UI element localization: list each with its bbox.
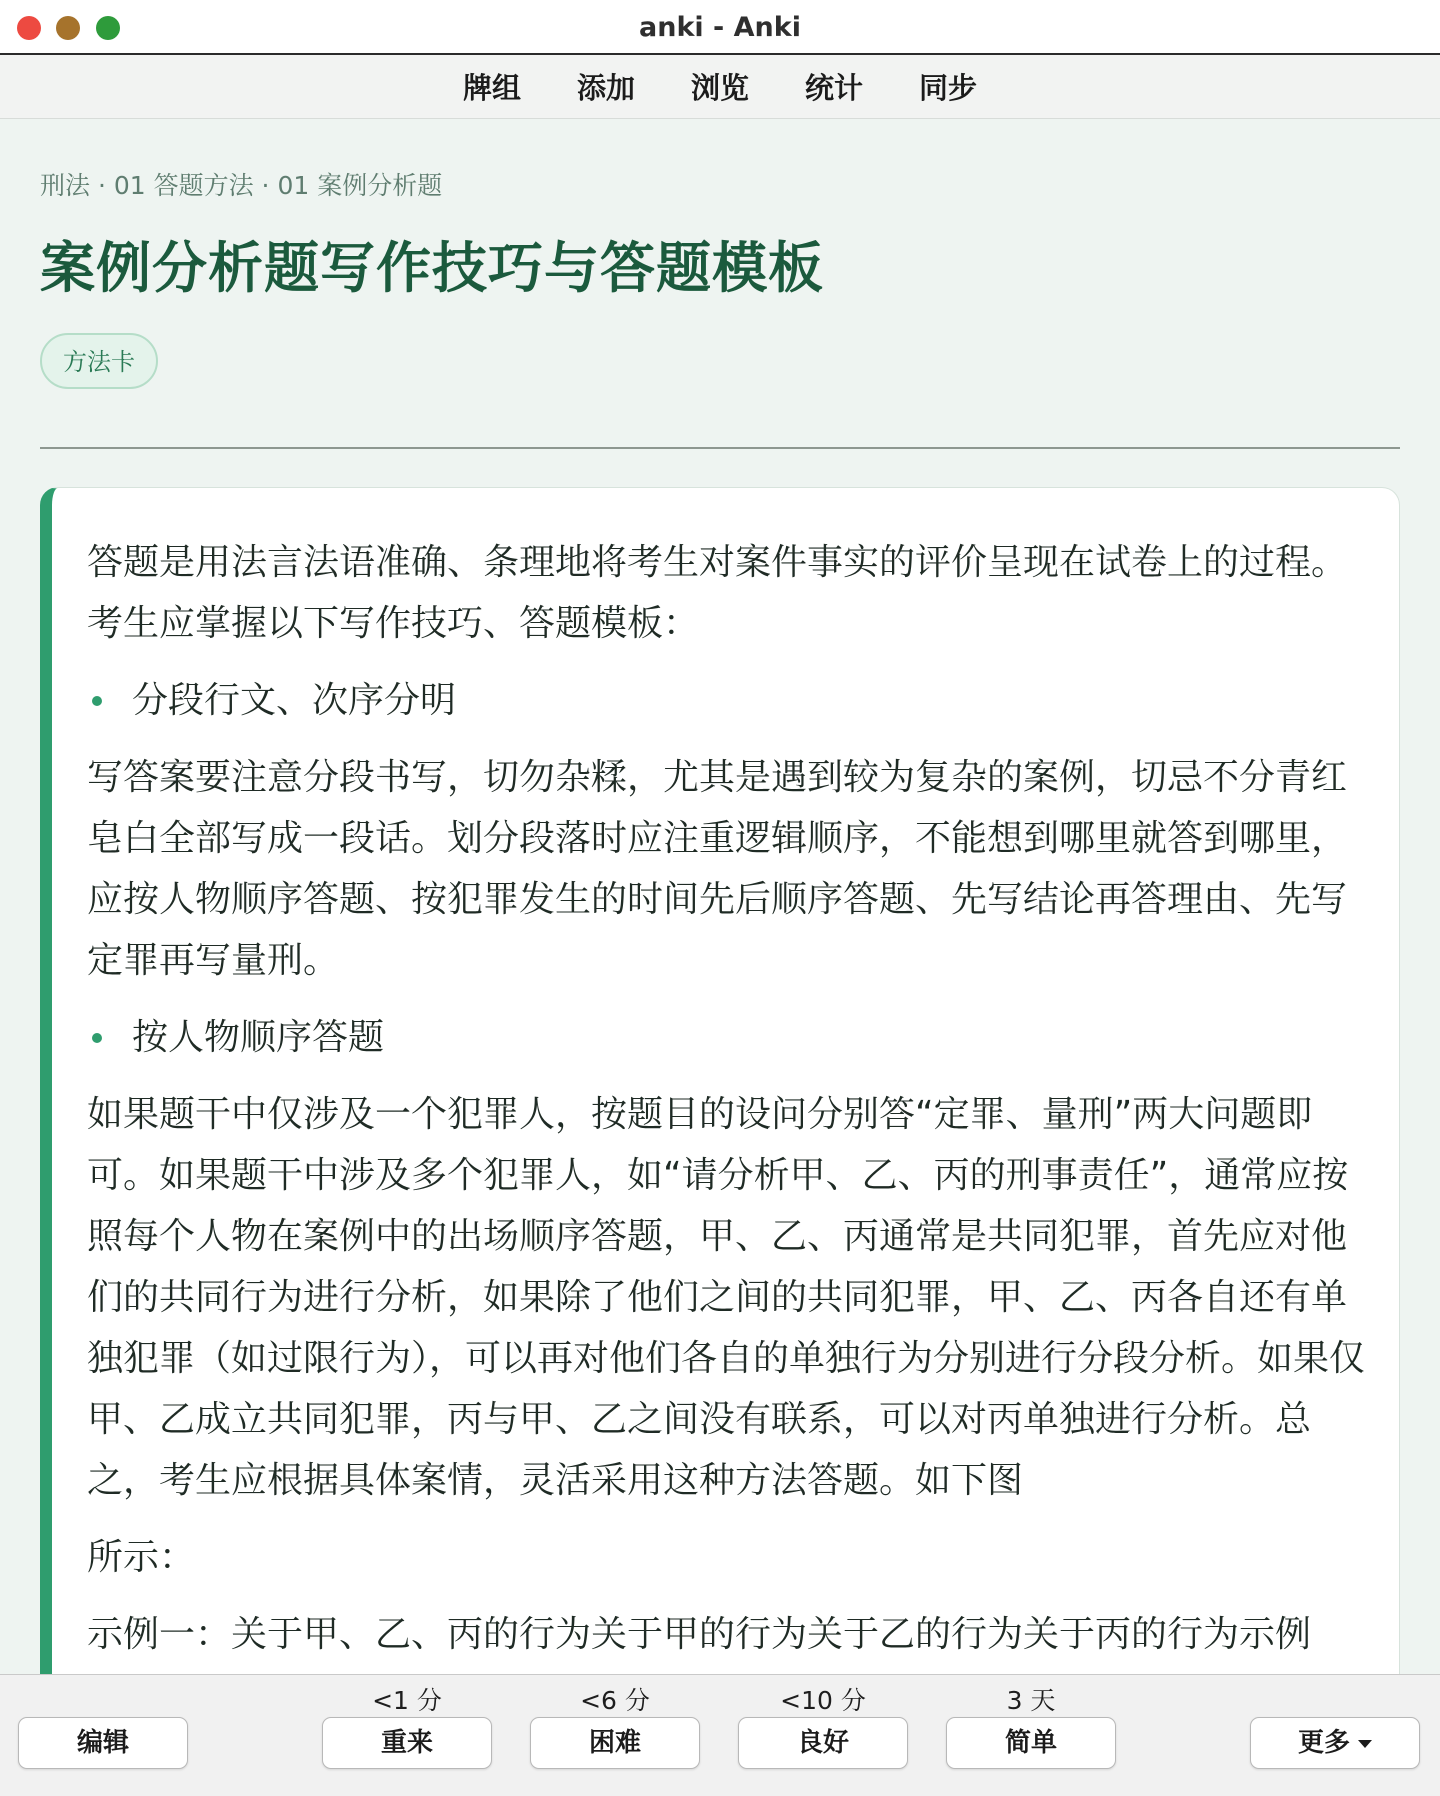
bullet-item <box>87 1007 1367 1068</box>
body-paragraph: 如果题干中仅涉及一个犯罪人，按题目的设问分别答“定罪、量刑”两大问题即可。如果题干中涉及多个犯罪人，如“请分析甲、乙、丙的刑事责任”，通常应按照每个人物在案例中的出场顺序答题，甲、乙、丙通常是共同犯罪，首先应对他们的共同行为进行分析，如果除了他们之间的共同犯罪，甲、乙、丙各自还有单独犯罪（如过限行为），可以再对他们各自的单独行为分别进行分段分析。如果仅甲、乙成立共同犯罪，丙与甲、乙之间没有联系，可以对丙单独进行分析。总之，考生应根据具体案情，灵活采用这种方法答题。如下图 <box>87 1094 1366 1501</box>
more-button[interactable] <box>1250 1717 1420 1769</box>
card-body <box>87 532 1367 1674</box>
window-titlebar <box>0 0 1440 55</box>
easy-interval: 3 天 <box>1006 1686 1056 1715</box>
top-toolbar <box>0 55 1440 119</box>
bullet-item <box>87 670 1367 731</box>
card-title: 案例分析题写作技巧与答题模板 <box>40 236 825 300</box>
easy-button[interactable]: 简单 <box>946 1717 1116 1769</box>
bullet-text: 按人物顺序答题 <box>132 1017 385 1058</box>
intro-paragraph: 答题是用法言法语准确、条理地将考生对案件事实的评价呈现在试卷上的过程。考生应掌握以下写作技巧、答题模板： <box>87 542 1348 644</box>
good-button[interactable]: 良好 <box>738 1717 908 1769</box>
edit-button[interactable]: 编辑 <box>18 1717 188 1769</box>
tab-browse[interactable]: 浏览 <box>690 71 749 105</box>
body-paragraph: 示例一：关于甲、乙、丙的行为关于甲的行为关于乙的行为关于丙的行为示例 <box>87 1614 1312 1655</box>
bullet-text: 分段行文、次序分明 <box>132 680 457 721</box>
again-button[interactable]: 重来 <box>322 1717 492 1769</box>
hard-interval: <6 分 <box>580 1686 650 1715</box>
bullet-dot-icon <box>92 1033 102 1043</box>
body-paragraph: 写答案要注意分段书写，切勿杂糅，尤其是遇到较为复杂的案例，切忌不分青红皂白全部写成一段话。划分段落时应注重逻辑顺序，不能想到哪里就答到哪里，应按人物顺序答题、按犯罪发生的时间先后顺序答题、先写结论再答理由、先写定罪再写量刑。 <box>87 757 1348 981</box>
card-tag-badge: 方法卡 <box>40 333 158 389</box>
breadcrumb: 刑法 · 01 答题方法 · 01 案例分析题 <box>40 171 443 200</box>
tab-sync[interactable]: 同步 <box>919 71 978 105</box>
reviewer-content[interactable] <box>0 119 1440 1674</box>
card-panel <box>40 487 1400 1674</box>
hard-button[interactable]: 困难 <box>530 1717 700 1769</box>
body-paragraph: 所示： <box>87 1537 196 1578</box>
bullet-dot-icon <box>92 696 102 706</box>
answer-bar <box>0 1674 1440 1796</box>
tab-add[interactable]: 添加 <box>576 71 635 105</box>
tab-stats[interactable]: 统计 <box>805 71 864 105</box>
window-title: anki - Anki <box>639 12 801 43</box>
chevron-down-icon <box>1358 1740 1372 1748</box>
good-interval: <10 分 <box>780 1686 866 1715</box>
tab-decks[interactable]: 牌组 <box>462 71 521 105</box>
more-button-label: 更多 <box>1297 1728 1350 1758</box>
divider <box>40 447 1400 449</box>
again-interval: <1 分 <box>372 1686 442 1715</box>
